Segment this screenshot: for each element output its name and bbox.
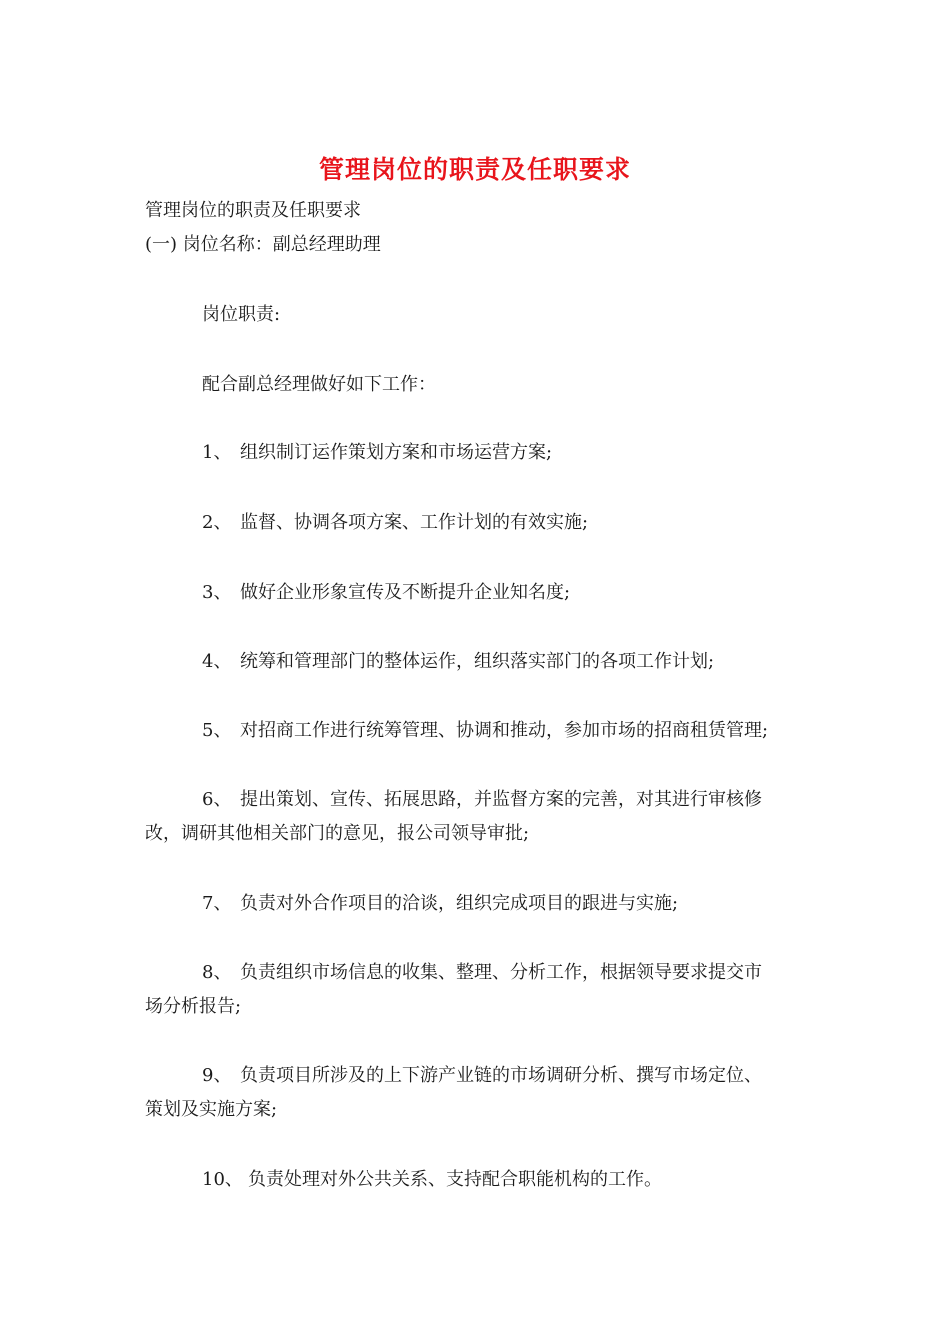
duty-item-9 — [145, 1059, 815, 1127]
document-title: 管理岗位的职责及任职要求 — [318, 155, 631, 184]
duty-item-continuation: 场分析报告; — [145, 996, 242, 1017]
section-heading: (一) 岗位名称：副总经理助理 — [145, 234, 381, 255]
duty-item-6 — [145, 783, 815, 851]
duty-item-number: 3、 — [202, 582, 232, 603]
document-subtitle: 管理岗位的职责及任职要求 — [145, 200, 361, 221]
duty-item-1 — [145, 436, 815, 470]
duty-item-5 — [145, 714, 815, 748]
duty-item-text: 对招商工作进行统筹管理、协调和推动，参加市场的招商租赁管理; — [240, 720, 769, 741]
duty-item-number: 2、 — [202, 512, 232, 533]
duty-item-8 — [145, 956, 815, 1024]
duty-item-number: 8、 — [202, 962, 232, 983]
duty-item-number: 7、 — [202, 893, 232, 914]
duty-item-text: 做好企业形象宣传及不断提升企业知名度; — [240, 582, 571, 603]
duty-item-number: 9、 — [202, 1065, 232, 1086]
duty-item-continuation: 改，调研其他相关部门的意见，报公司领导审批; — [145, 823, 530, 844]
duties-intro: 配合副总经理做好如下工作： — [202, 374, 436, 395]
duty-item-4 — [145, 645, 815, 679]
duty-item-text: 负责组织市场信息的收集、整理、分析工作，根据领导要求提交市 — [240, 962, 762, 983]
duty-item-text: 负责项目所涉及的上下游产业链的市场调研分析、撰写市场定位、 — [240, 1065, 762, 1086]
duty-item-text: 负责处理对外公共关系、支持配合职能机构的工作。 — [248, 1169, 662, 1190]
duty-item-number: 5、 — [202, 720, 232, 741]
duty-item-3 — [145, 576, 815, 610]
duty-item-2 — [145, 506, 815, 540]
duty-item-number: 1、 — [202, 442, 232, 463]
duty-item-text: 负责对外合作项目的洽谈，组织完成项目的跟进与实施; — [240, 893, 679, 914]
duty-item-text: 组织制订运作策划方案和市场运营方案; — [240, 442, 553, 463]
duty-item-number: 6、 — [202, 789, 232, 810]
duty-item-number: 10、 — [202, 1169, 243, 1190]
duty-item-10 — [145, 1163, 815, 1197]
duty-item-text: 统筹和管理部门的整体运作，组织落实部门的各项工作计划; — [240, 651, 715, 672]
duty-item-7 — [145, 887, 815, 921]
duties-label: 岗位职责: — [202, 304, 281, 325]
duty-item-number: 4、 — [202, 651, 232, 672]
duty-item-continuation: 策划及实施方案; — [145, 1099, 278, 1120]
duty-item-text: 监督、协调各项方案、工作计划的有效实施; — [240, 512, 589, 533]
duty-item-text: 提出策划、宣传、拓展思路，并监督方案的完善，对其进行审核修 — [240, 789, 762, 810]
